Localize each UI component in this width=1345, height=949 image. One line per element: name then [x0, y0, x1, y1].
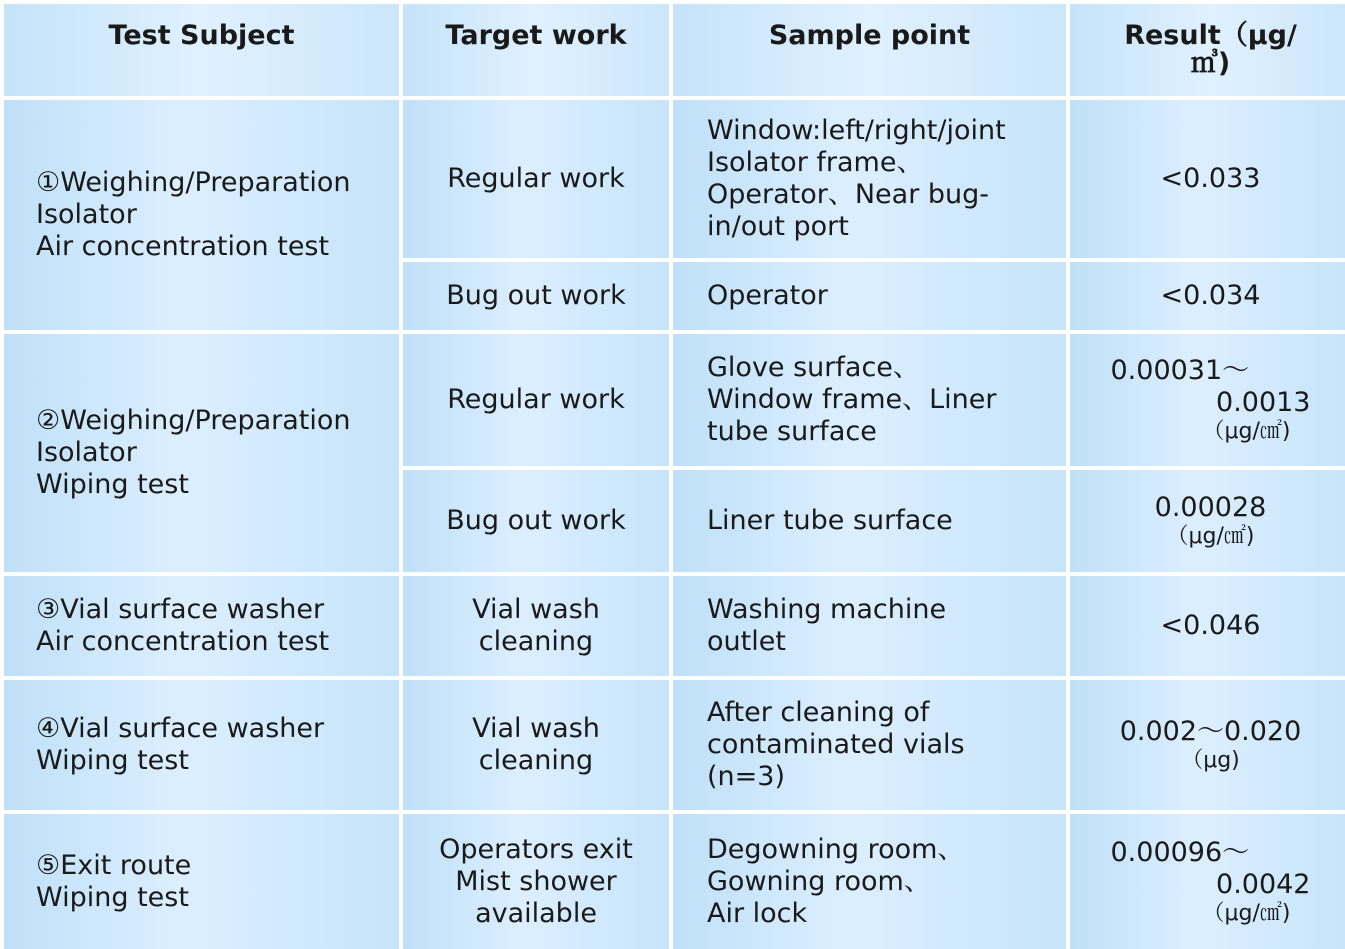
target-text: Vial wash [472, 594, 600, 625]
result-unit: （μg) [1181, 748, 1240, 773]
subject-cell-2 [4, 334, 399, 572]
result-cell-1b [1070, 262, 1345, 330]
subject-cell-1 [4, 100, 399, 330]
sample-cell-2b [673, 470, 1066, 572]
target-text: available [475, 897, 597, 929]
sample-line: Liner tube surface [707, 505, 953, 536]
sample-line: outlet [707, 626, 786, 657]
target-text: Mist shower [455, 865, 617, 897]
subject-line: ③Vial surface washer [36, 594, 325, 625]
target-text: Regular work [447, 384, 625, 415]
result-value: <0.033 [1160, 163, 1261, 194]
header-test-subject-label: Test Subject [108, 20, 295, 51]
sample-line: After cleaning of [707, 697, 930, 728]
target-text: Operators exit [439, 833, 633, 865]
target-cell-2b [403, 470, 669, 572]
header-sample-point [673, 4, 1066, 96]
result-value: <0.046 [1160, 610, 1261, 641]
sample-line: Gowning room、 [707, 865, 931, 897]
sample-line: Window:left/right/joint [707, 115, 1006, 146]
result-unit: （μg/㎠) [1202, 419, 1291, 444]
subject-line: ④Vial surface washer [36, 713, 325, 744]
subject-line: Air concentration test [36, 231, 330, 262]
sample-line: Glove surface、 [707, 352, 920, 383]
sample-cell-3 [673, 576, 1066, 676]
subject-cell-5 [4, 814, 399, 949]
result-cell-1a [1070, 100, 1345, 258]
result-value: <0.034 [1160, 280, 1261, 311]
header-test-subject [4, 4, 399, 96]
sample-cell-1a [673, 100, 1066, 258]
subject-cell-4 [4, 680, 399, 810]
target-cell-1b [403, 262, 669, 330]
result-range-start: 0.00096～ [1110, 836, 1250, 868]
target-text: Bug out work [446, 505, 626, 536]
header-result [1070, 4, 1345, 96]
header-target-work-label: Target work [445, 20, 627, 51]
sample-line: Degowning room、 [707, 833, 965, 865]
header-result-unit: ㎥) [1190, 48, 1231, 79]
sample-cell-4 [673, 680, 1066, 810]
subject-line: Wiping test [36, 469, 189, 500]
subject-line: Wiping test [36, 881, 189, 913]
subject-line: Isolator [36, 199, 137, 230]
target-text: Bug out work [446, 280, 626, 311]
sample-line: Air lock [707, 897, 808, 929]
header-target-work [403, 4, 669, 96]
sample-line: Isolator frame、 [707, 147, 924, 178]
sample-line: in/out port [707, 211, 849, 242]
sample-line: Operator、Near bug- [707, 179, 990, 210]
sample-line: (n=3) [707, 761, 785, 792]
subject-line: Air concentration test [36, 626, 330, 657]
result-cell-2b [1070, 470, 1345, 572]
result-cell-4 [1070, 680, 1345, 810]
result-cell-5 [1070, 814, 1345, 949]
header-result-label: Result（μg/ [1124, 20, 1297, 51]
result-value: 0.00028 [1154, 492, 1267, 523]
target-cell-4 [403, 680, 669, 810]
target-text: cleaning [478, 745, 594, 776]
sample-line: Washing machine [707, 594, 947, 625]
sample-line: tube surface [707, 416, 877, 447]
sample-cell-1b [673, 262, 1066, 330]
subject-line: Wiping test [36, 745, 189, 776]
sample-line: Operator [707, 280, 828, 311]
target-cell-3 [403, 576, 669, 676]
target-text: Vial wash [472, 713, 600, 744]
target-text: Regular work [447, 163, 625, 194]
target-cell-2a [403, 334, 669, 466]
header-sample-point-label: Sample point [768, 20, 971, 51]
result-range-start: 0.00031～ [1110, 355, 1250, 386]
subject-line: ①Weighing/Preparation [36, 167, 351, 198]
result-range-end: 0.0042 [1216, 868, 1311, 900]
result-cell-3 [1070, 576, 1345, 676]
result-value: 0.002～0.020 [1119, 716, 1302, 747]
sample-cell-2a [673, 334, 1066, 466]
result-cell-2a [1070, 334, 1345, 466]
subject-cell-3 [4, 576, 399, 676]
subject-line: ⑤Exit route [36, 849, 192, 881]
sample-cell-5 [673, 814, 1066, 949]
subject-line: Isolator [36, 437, 137, 468]
result-range-end: 0.0013 [1216, 387, 1311, 418]
subject-line: ②Weighing/Preparation [36, 405, 351, 436]
target-text: cleaning [478, 626, 594, 657]
target-cell-5 [403, 814, 669, 949]
sample-line: Window frame、Liner [707, 384, 997, 415]
result-unit: （μg/㎠) [1202, 900, 1291, 926]
result-unit: （μg/㎠) [1166, 524, 1255, 549]
target-cell-1a [403, 100, 669, 258]
sample-line: contaminated vials [707, 729, 965, 760]
